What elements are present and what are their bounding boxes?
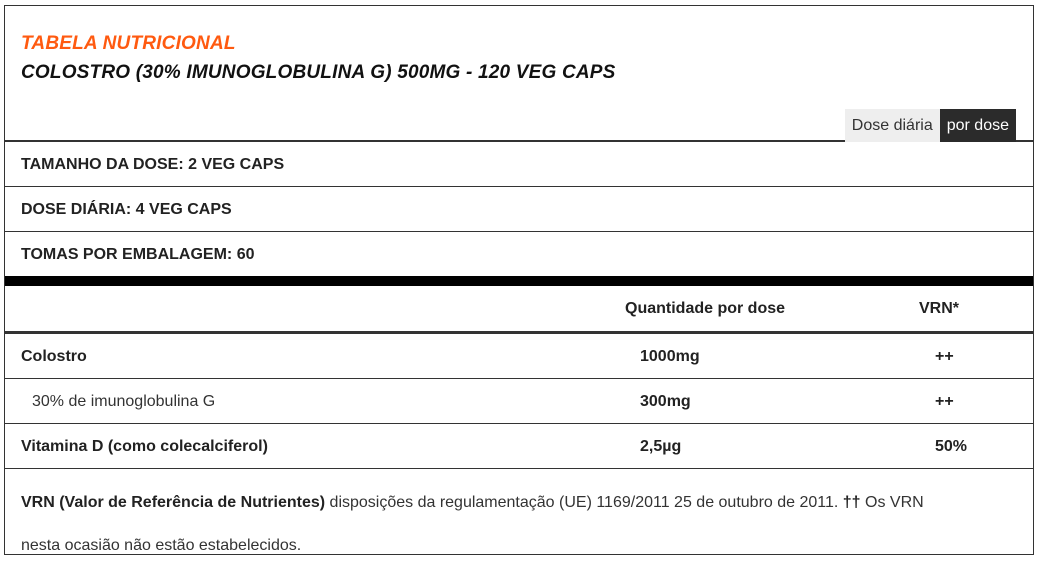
nutrition-table-panel — [4, 5, 1034, 555]
table-column-headers — [5, 286, 1033, 334]
dose-toggle — [845, 109, 1016, 142]
footnote-daggers: †† — [842, 494, 861, 511]
servings-per-pack-row: TOMAS POR EMBALAGEM: 60 — [21, 246, 255, 263]
product-name: COLOSTRO (30% IMUNOGLOBULINA G) 500MG - 120 VEG CAPS — [21, 62, 616, 83]
toggle-daily-dose-button[interactable]: Dose diária — [845, 109, 940, 142]
footnote-line-1 — [21, 481, 1017, 524]
footnote-vrn-term: VRN (Valor de Referência de Nutrientes) — [21, 494, 326, 511]
table-row — [5, 424, 1033, 469]
nutrient-quantity: 2,5µg — [640, 438, 682, 455]
nutrient-vrn: ++ — [935, 393, 954, 410]
toggle-per-dose-button[interactable]: por dose — [940, 109, 1016, 142]
table-row — [5, 334, 1033, 379]
footnote-line-2: nesta ocasião não estão estabelecidos. — [21, 537, 302, 554]
nutrient-quantity: 1000mg — [640, 348, 700, 365]
nutrient-name: Vitamina D (como colecalciferol) — [21, 438, 268, 455]
footnote-vrn-text: disposições da regulamentação (UE) 1169/2011 25 de outubro de 2011. — [325, 494, 843, 511]
nutrient-vrn: 50% — [935, 438, 968, 455]
table-row — [5, 379, 1033, 424]
serving-size-row: TAMANHO DA DOSE: 2 VEG CAPS — [5, 142, 1033, 187]
nutrient-name: 30% de imunoglobulina G — [32, 393, 216, 410]
column-header-vrn: VRN* — [919, 300, 960, 317]
footnote-dagger-text: Os VRN — [860, 494, 924, 511]
nutrient-name: Colostro — [21, 348, 87, 365]
nutrient-quantity: 300mg — [640, 393, 691, 410]
thick-divider — [5, 276, 1033, 286]
column-header-quantity: Quantidade por dose — [625, 300, 786, 317]
daily-dose-row: DOSE DIÁRIA: 4 VEG CAPS — [5, 187, 1033, 232]
table-title: TABELA NUTRICIONAL — [21, 33, 236, 54]
footnote — [5, 469, 1033, 567]
table-header — [5, 6, 1033, 142]
nutrient-vrn: ++ — [935, 348, 954, 365]
